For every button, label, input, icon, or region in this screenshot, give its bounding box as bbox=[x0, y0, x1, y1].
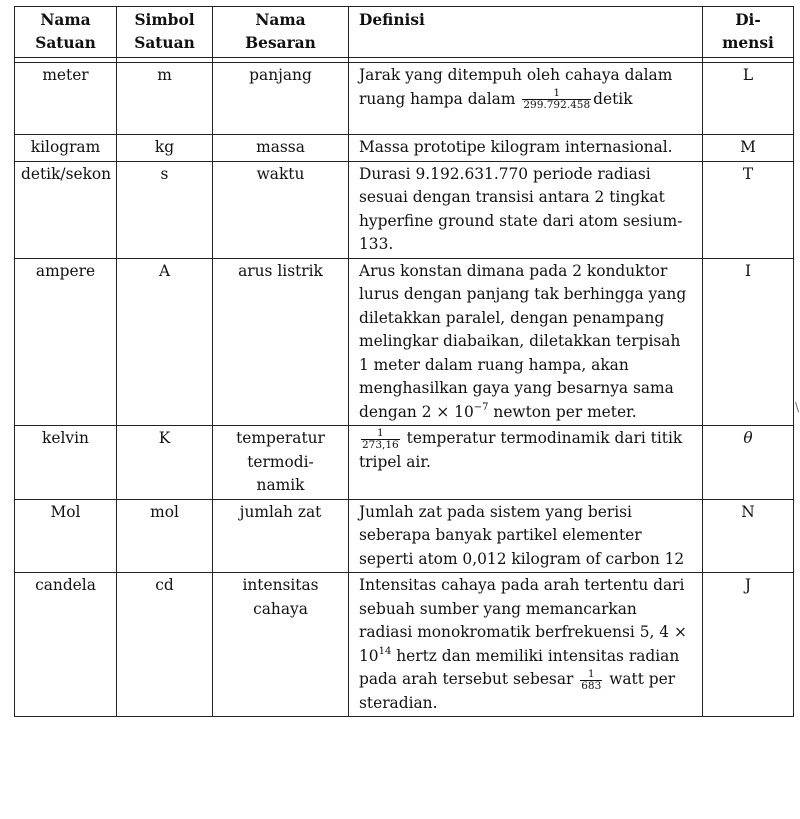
table-row bbox=[15, 573, 794, 717]
dimension: T bbox=[703, 161, 794, 258]
unit-symbol: s bbox=[117, 161, 213, 258]
dimension: J bbox=[703, 573, 794, 717]
stray-mark: \ bbox=[795, 400, 800, 414]
definition: Massa prototipe kilogram internasional. bbox=[349, 135, 703, 162]
header-definisi: Definisi bbox=[349, 7, 703, 58]
quantity-name: temperatur termodi- namik bbox=[213, 426, 349, 500]
definition: $\frac{1}{273,16}$ temperatur termodinamik dari titik tripel air. bbox=[349, 426, 703, 500]
quantity-name: intensitas cahaya bbox=[213, 573, 349, 717]
unit-name: ampere bbox=[15, 258, 117, 426]
dimension: N bbox=[703, 499, 794, 573]
unit-symbol: cd bbox=[117, 573, 213, 717]
fraction: $\frac{1}{683}$ bbox=[581, 667, 602, 692]
unit-name: kelvin bbox=[15, 426, 117, 500]
definition: Durasi 9.192.631.770 periode radiasi sesuai dengan transisi antara 2 tingkat hyperfine ground state dari atom sesium-133. bbox=[349, 161, 703, 258]
table-row bbox=[15, 258, 794, 426]
fraction: $\frac{1}{299.792.458}$ bbox=[523, 87, 591, 111]
header-nama-besaran: Nama Besaran bbox=[213, 7, 349, 58]
exponent: 14 bbox=[378, 645, 392, 657]
fraction: $\frac{1}{273,16}$ bbox=[362, 426, 399, 451]
table-row bbox=[15, 426, 794, 500]
dimension: θ bbox=[703, 426, 794, 500]
header-simbol-satuan: Simbol Satuan bbox=[117, 7, 213, 58]
quantity-name: jumlah zat bbox=[213, 499, 349, 573]
quantity-name: waktu bbox=[213, 161, 349, 258]
quantity-name: arus listrik bbox=[213, 258, 349, 426]
unit-name: kilogram bbox=[15, 135, 117, 162]
header-row bbox=[15, 7, 794, 58]
dimension: M bbox=[703, 135, 794, 162]
table-row bbox=[15, 135, 794, 162]
unit-symbol: kg bbox=[117, 135, 213, 162]
quantity-name: massa bbox=[213, 135, 349, 162]
header-dimensi: Di- mensi bbox=[703, 7, 794, 58]
exponent: −7 bbox=[473, 401, 489, 413]
unit-symbol: mol bbox=[117, 499, 213, 573]
unit-name: detik/sekon bbox=[15, 161, 117, 258]
dimension: I bbox=[703, 258, 794, 426]
dimension: L bbox=[703, 63, 794, 135]
unit-name: candela bbox=[15, 573, 117, 717]
unit-symbol: m bbox=[117, 63, 213, 135]
quantity-name: panjang bbox=[213, 63, 349, 135]
unit-symbol: K bbox=[117, 426, 213, 500]
definition: Jarak yang ditempuh oleh cahaya dalam ruang hampa dalam $\frac{1}{299.792.458}$ detik bbox=[349, 63, 703, 135]
header-nama-satuan: Nama Satuan bbox=[15, 7, 117, 58]
unit-name: Mol bbox=[15, 499, 117, 573]
unit-symbol: A bbox=[117, 258, 213, 426]
unit-name: meter bbox=[15, 63, 117, 135]
definition: Intensitas cahaya pada arah tertentu dari sebuah sumber yang memancarkan radiasi monokromatik berfrekuensi 5, $4 \times 10^{14}$ hertz dan memiliki intensitas radian pada arah tersebut sebesar $\frac{1}{683}$ watt per steradian. bbox=[349, 573, 703, 717]
definition: Arus konstan dimana pada 2 konduktor lurus dengan panjang tak berhingga yang diletakkan paralel, dengan penampang melingkar diabaikan, diletakkan terpisah 1 meter dalam ruang hampa, akan menghasilkan gaya yang besarnya sama dengan $2 \times 10^{-7}$ newton per meter. bbox=[349, 258, 703, 426]
definition: Jumlah zat pada sistem yang berisi seberapa banyak partikel elementer seperti atom 0,012 kilogram of carbon 12 bbox=[349, 499, 703, 573]
table-row bbox=[15, 499, 794, 573]
table-row bbox=[15, 63, 794, 135]
table-row bbox=[15, 161, 794, 258]
si-base-units-table bbox=[14, 6, 794, 717]
